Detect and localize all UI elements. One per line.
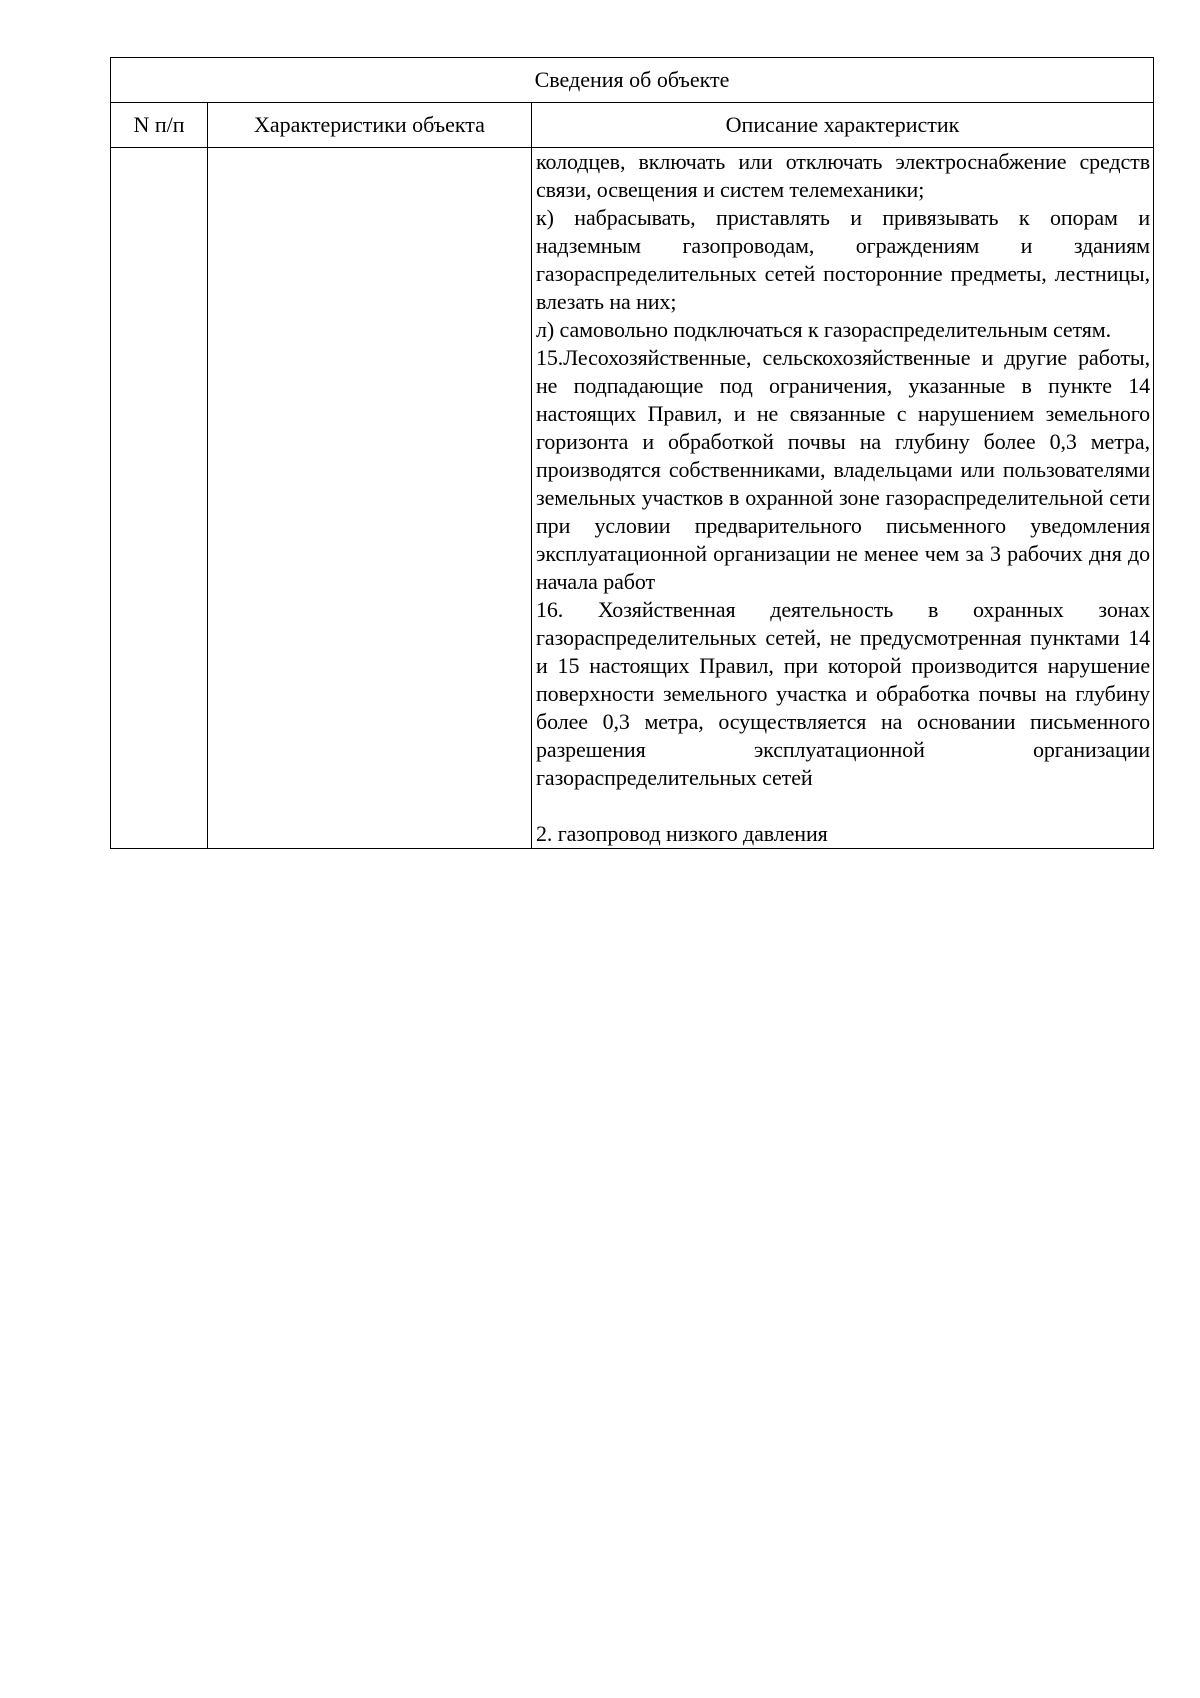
row-description-cell bbox=[532, 148, 1154, 849]
header-description: Описание характеристик bbox=[532, 103, 1154, 148]
description-paragraph: 15.Лесохозяйственные, сельскохозяйственные и другие работы, не подпадающие под ограничения, указанные в пункте 14 настоящих Правил, и не связанные с нарушением земельного горизонта и обработкой почвы на глубину более 0,3 метра, производятся собственниками, владельцами или пользователями земельных участков в охранной зоне газораспределительной сети при условии предварительного письменного уведомления эксплуатационной организации не менее чем за 3 рабочих дня до начала работ bbox=[536, 345, 1150, 594]
table-header-row bbox=[111, 103, 1154, 148]
object-info-table bbox=[110, 57, 1154, 849]
row-num-cell bbox=[111, 148, 208, 849]
description-paragraph: колодцев, включать или отключать электроснабжение средств связи, освещения и систем телемеханики; bbox=[536, 149, 1150, 202]
table-title-row bbox=[111, 58, 1154, 103]
table-title: Сведения об объекте bbox=[111, 58, 1154, 103]
description-final-line: 2. газопровод низкого давления bbox=[536, 821, 828, 846]
description-paragraph: л) самовольно подключаться к газораспределительным сетям. bbox=[536, 317, 1112, 342]
blank-line bbox=[536, 792, 1150, 820]
row-characteristics-cell bbox=[208, 148, 532, 849]
header-characteristics: Характеристики объекта bbox=[208, 103, 532, 148]
header-num: N п/п bbox=[111, 103, 208, 148]
description-paragraph: к) набрасывать, приставлять и привязывать к опорам и надземным газопроводам, ограждениям и зданиям газораспределительных сетей посторонние предметы, лестницы, влезать на них; bbox=[536, 205, 1150, 314]
description-paragraph: 16. Хозяйственная деятельность в охранных зонах газораспределительных сетей, не предусмотренная пунктами 14 и 15 настоящих Правил, при которой производится нарушение поверхности земельного участка и обработка почвы на глубину более 0,3 метра, осуществляется на основании письменного разрешения эксплуатационной организации газораспределительных сетей bbox=[536, 597, 1150, 790]
table-row bbox=[111, 148, 1154, 849]
